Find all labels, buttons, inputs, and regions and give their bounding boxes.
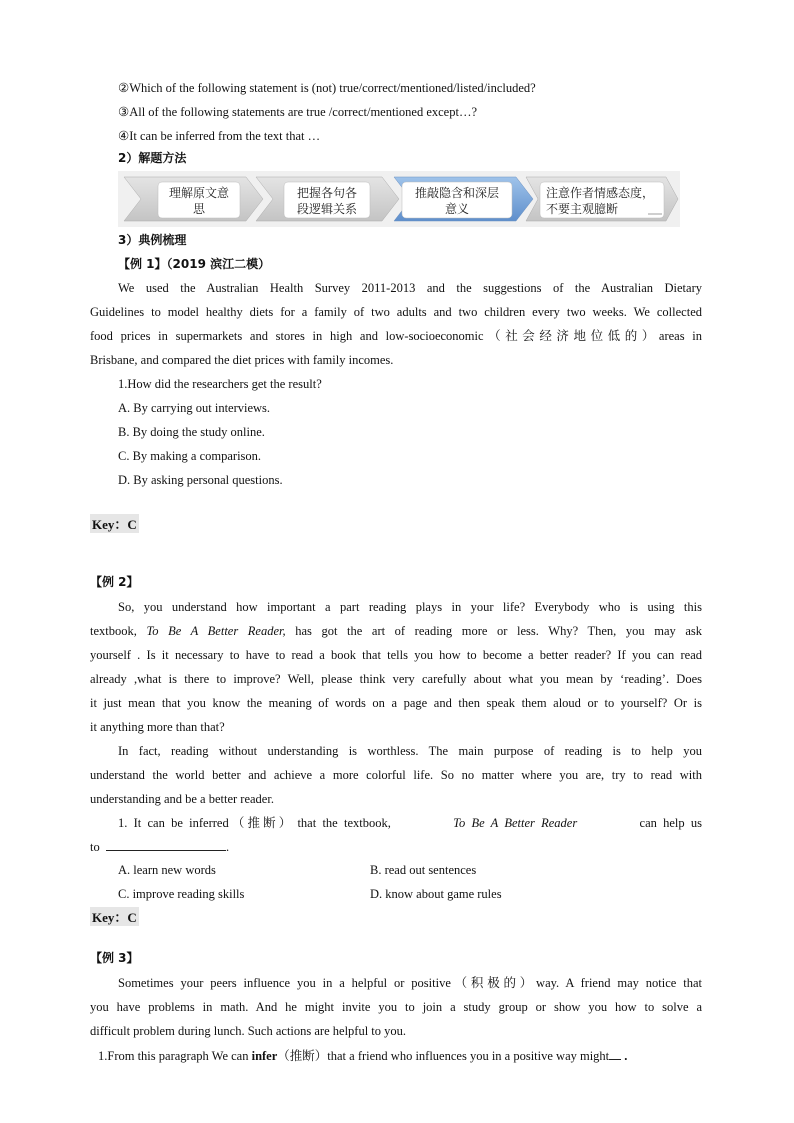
section-heading-method: 2）解题方法 <box>118 151 187 165</box>
flow-step-4: 注意作者情感态度， 不要主观臆断 <box>546 186 655 216</box>
answer-blank <box>609 1047 621 1060</box>
example-2-p1-line-1: So, you understand how important a part reading plays in your life? Everybody who is using this <box>118 600 702 614</box>
example-2-option-a: A. learn new words <box>118 863 216 877</box>
example-3-line-3: difficult problem during lunch. Such actions are helpful to you. <box>90 1024 407 1038</box>
example-2-p2-line-2: understand the world better and achieve a more colorful life. So no matter where you are, try to read with <box>90 768 702 782</box>
example-1-option-b: B. By doing the study online. <box>118 425 265 439</box>
example-1-line-2: Guidelines to model healthy diets for a family of two adults and two children every two weeks. We collected <box>90 305 702 319</box>
example-2-p1-line-4: already ,what is there to improve? Well, please think very carefully about what you mean by ‘reading’. Does <box>90 672 702 686</box>
line-text: textbook, <box>90 624 147 638</box>
answer-blank <box>106 838 226 851</box>
example-1-question: 1.How did the researchers get the result? <box>118 377 322 391</box>
book-title-italic: To Be A Better Reader, <box>146 624 286 638</box>
example-2-question-prefix: 1. It can be inferred （ 推 断 ） that the textbook, <box>118 816 391 830</box>
example-3-line-2: you have problems in math. And he might invite you to join a study group or show you how to solve a <box>90 1000 702 1014</box>
example-2-option-d: D. know about game rules <box>370 887 502 901</box>
method-flow-diagram <box>118 171 680 227</box>
example-2-p1-line-2 <box>90 623 702 639</box>
example-1-title: 【例 1】（2019 滨江二模） <box>118 257 271 271</box>
example-1-line-3: food prices in supermarkets and stores in high and low-socioeconomic（社会经济地位低的）areas in <box>90 329 702 343</box>
section-heading-examples: 3）典例梳理 <box>118 233 187 247</box>
example-2-p1-line-5: it just mean that you know the meaning of words on a page and then speak them aloud or to yourself? Or is <box>90 696 702 710</box>
example-2-question-to: to <box>90 840 100 854</box>
example-2-question-title: To Be A Better Reader <box>453 816 578 830</box>
example-2-p2-line-1: In fact, reading without understanding is worthless. The main purpose of reading is to help you <box>118 744 702 758</box>
example-2-key: Key：C <box>90 907 139 926</box>
example-2-title: 【例 2】 <box>90 575 139 589</box>
example-2-question-blank-line: to . <box>90 840 230 854</box>
example-3-question-end: . <box>624 1049 628 1063</box>
example-3-title: 【例 3】 <box>90 951 139 965</box>
question-type-3: ③All of the following statements are true /correct/mentioned except…? <box>118 105 477 119</box>
example-3-line-1: Sometimes your peers influence you in a helpful or positive（积极的）way. A friend may notice that <box>118 976 702 990</box>
flow-step-2: 把握各句各 段逻辑关系 <box>296 186 357 216</box>
example-1-option-c: C. By making a comparison. <box>118 449 262 463</box>
example-2-p1-line-3: yourself . Is it necessary to have to read a book that tells you how to become a better reader? If you can read <box>90 648 702 662</box>
flow-step-1: 理解原文意 思 <box>168 186 229 216</box>
example-1-line-1: We used the Australian Health Survey 2011-2013 and the suggestions of the Australian Dietary <box>118 281 702 295</box>
example-1-key: Key：C <box>90 514 139 533</box>
example-2-p1-line-6: it anything more than that? <box>90 720 225 734</box>
example-3-question-prefix: 1.From this paragraph We can <box>98 1049 249 1063</box>
example-2-option-b: B. read out sentences <box>370 863 477 877</box>
example-3-question-suffix: （推断）that a friend who influences you in a positive way might <box>277 1049 610 1063</box>
example-3-question-keyword: infer <box>251 1049 278 1063</box>
example-1-line-4: Brisbane, and compared the diet prices with family incomes. <box>90 353 394 367</box>
line-text: has got the art of reading more or less. Why? Then, you may ask <box>285 624 702 638</box>
example-3-question <box>98 1047 627 1064</box>
example-1-option-a: A. By carrying out interviews. <box>118 401 271 415</box>
question-type-2: ②Which of the following statement is (not) true/correct/mentioned/listed/included? <box>118 81 536 95</box>
example-2-p2-line-3: understanding and be a better reader. <box>90 792 274 806</box>
example-2-question-suffix: can help us <box>639 816 702 830</box>
flow-step-3: 推敲隐含和深层 意义 <box>414 186 499 216</box>
question-type-4: ④It can be inferred from the text that … <box>118 129 321 143</box>
example-1-option-d: D. By asking personal questions. <box>118 473 283 487</box>
example-2-option-c: C. improve reading skills <box>118 887 245 901</box>
example-2-question <box>118 815 702 831</box>
